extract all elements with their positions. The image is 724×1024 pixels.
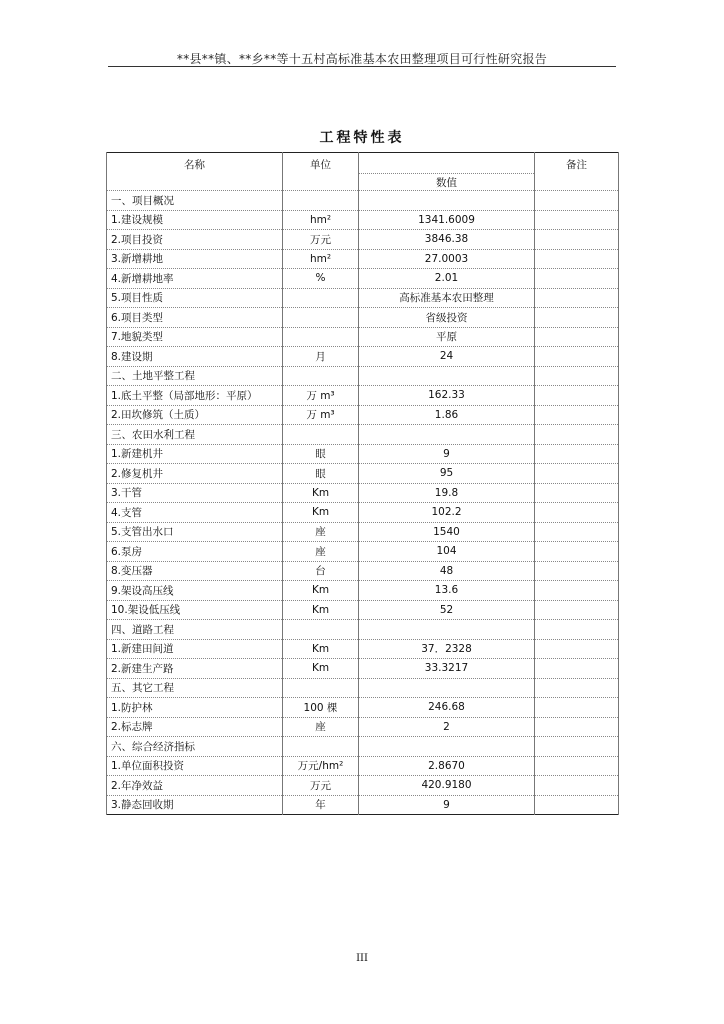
- row-note: [535, 503, 619, 523]
- row-unit: 年: [283, 795, 359, 815]
- row-value: [359, 366, 535, 386]
- row-note: [535, 600, 619, 620]
- row-unit: [283, 620, 359, 640]
- section-row: [107, 366, 619, 386]
- row-name: 一、项目概况: [107, 191, 283, 211]
- row-unit: 座: [283, 717, 359, 737]
- table-row: [107, 386, 619, 406]
- row-unit: Km: [283, 600, 359, 620]
- row-unit: 眼: [283, 464, 359, 484]
- table-row: [107, 717, 619, 737]
- table-header-row: [107, 153, 619, 174]
- row-value: 48: [359, 561, 535, 581]
- row-value: 9: [359, 795, 535, 815]
- row-note: [535, 210, 619, 230]
- row-note: [535, 542, 619, 562]
- row-unit: hm²: [283, 249, 359, 269]
- row-name: 2.田坎修筑（土质）: [107, 405, 283, 425]
- row-note: [535, 288, 619, 308]
- row-value: 13.6: [359, 581, 535, 601]
- row-note: [535, 425, 619, 445]
- row-note: [535, 659, 619, 679]
- table-row: [107, 308, 619, 328]
- row-name: 6.项目类型: [107, 308, 283, 328]
- row-name: 3.干管: [107, 483, 283, 503]
- row-note: [535, 795, 619, 815]
- row-note: [535, 581, 619, 601]
- row-unit: %: [283, 269, 359, 289]
- row-note: [535, 386, 619, 406]
- row-name: 1.防护林: [107, 698, 283, 718]
- row-unit: [283, 737, 359, 757]
- row-note: [535, 561, 619, 581]
- row-note: [535, 191, 619, 211]
- header-value: 数值: [359, 174, 535, 191]
- row-name: 5.项目性质: [107, 288, 283, 308]
- table-title: 工程特性表: [319, 130, 405, 146]
- row-value: 246.68: [359, 698, 535, 718]
- section-row: [107, 191, 619, 211]
- table-row: [107, 210, 619, 230]
- row-value: 24: [359, 347, 535, 367]
- row-name: 8.变压器: [107, 561, 283, 581]
- table-row: [107, 347, 619, 367]
- table-row: [107, 464, 619, 484]
- row-unit: Km: [283, 503, 359, 523]
- row-note: [535, 269, 619, 289]
- row-value: 52: [359, 600, 535, 620]
- row-note: [535, 776, 619, 796]
- table-row: [107, 269, 619, 289]
- row-value: 27.0003: [359, 249, 535, 269]
- row-value: 1.86: [359, 405, 535, 425]
- row-note: [535, 522, 619, 542]
- row-note: [535, 756, 619, 776]
- row-note: [535, 737, 619, 757]
- row-note: [535, 230, 619, 250]
- row-unit: Km: [283, 659, 359, 679]
- row-name: 3.静态回收期: [107, 795, 283, 815]
- header-name: 名称: [107, 153, 283, 191]
- row-note: [535, 249, 619, 269]
- row-value: [359, 425, 535, 445]
- row-unit: [283, 191, 359, 211]
- row-unit: [283, 308, 359, 328]
- row-value: 19.8: [359, 483, 535, 503]
- row-name: 5.支管出水口: [107, 522, 283, 542]
- section-row: [107, 425, 619, 445]
- row-unit: Km: [283, 581, 359, 601]
- row-unit: hm²: [283, 210, 359, 230]
- engineering-spec-table: [106, 152, 619, 815]
- section-row: [107, 678, 619, 698]
- row-unit: [283, 327, 359, 347]
- row-unit: 万元: [283, 776, 359, 796]
- row-unit: 万 m³: [283, 405, 359, 425]
- row-unit: [283, 366, 359, 386]
- row-value: 3846.38: [359, 230, 535, 250]
- table-row: [107, 483, 619, 503]
- table-row: [107, 659, 619, 679]
- row-value: [359, 620, 535, 640]
- row-unit: 台: [283, 561, 359, 581]
- row-name: 2.修复机井: [107, 464, 283, 484]
- row-name: 9.架设高压线: [107, 581, 283, 601]
- row-name: 2.年净效益: [107, 776, 283, 796]
- row-unit: 万 m³: [283, 386, 359, 406]
- row-value: 102.2: [359, 503, 535, 523]
- row-unit: 月: [283, 347, 359, 367]
- table-row: [107, 405, 619, 425]
- row-name: 2.项目投资: [107, 230, 283, 250]
- row-name: 8.建设期: [107, 347, 283, 367]
- table-row: [107, 756, 619, 776]
- row-name: 二、土地平整工程: [107, 366, 283, 386]
- row-note: [535, 405, 619, 425]
- row-note: [535, 366, 619, 386]
- row-note: [535, 347, 619, 367]
- row-unit: [283, 678, 359, 698]
- row-value: 2.8670: [359, 756, 535, 776]
- row-value: 162.33: [359, 386, 535, 406]
- row-note: [535, 717, 619, 737]
- row-unit: Km: [283, 483, 359, 503]
- table-row: [107, 327, 619, 347]
- row-unit: [283, 425, 359, 445]
- row-note: [535, 327, 619, 347]
- section-row: [107, 737, 619, 757]
- row-name: 2.标志牌: [107, 717, 283, 737]
- row-name: 1.新建机井: [107, 444, 283, 464]
- row-unit: Km: [283, 639, 359, 659]
- row-value: 平原: [359, 327, 535, 347]
- header-unit: 单位: [283, 153, 359, 191]
- row-name: 三、农田水利工程: [107, 425, 283, 445]
- header-rule: [108, 66, 616, 67]
- row-value: 省级投资: [359, 308, 535, 328]
- row-unit: 万元/hm²: [283, 756, 359, 776]
- row-note: [535, 639, 619, 659]
- row-name: 四、道路工程: [107, 620, 283, 640]
- table-row: [107, 522, 619, 542]
- row-note: [535, 444, 619, 464]
- row-unit: [283, 288, 359, 308]
- table-row: [107, 503, 619, 523]
- row-value: 37．2328: [359, 639, 535, 659]
- row-name: 3.新增耕地: [107, 249, 283, 269]
- table-row: [107, 581, 619, 601]
- section-row: [107, 620, 619, 640]
- row-name: 1.新建田间道: [107, 639, 283, 659]
- row-value: 2.01: [359, 269, 535, 289]
- table-row: [107, 639, 619, 659]
- row-unit: 座: [283, 542, 359, 562]
- page-number: III: [356, 953, 368, 964]
- row-name: 1.单位面积投资: [107, 756, 283, 776]
- table-row: [107, 444, 619, 464]
- table-row: [107, 795, 619, 815]
- row-unit: 座: [283, 522, 359, 542]
- table-row: [107, 230, 619, 250]
- row-value: [359, 737, 535, 757]
- row-name: 4.支管: [107, 503, 283, 523]
- table-row: [107, 561, 619, 581]
- table-row: [107, 249, 619, 269]
- row-name: 10.架设低压线: [107, 600, 283, 620]
- row-name: 2.新建生产路: [107, 659, 283, 679]
- row-value: [359, 678, 535, 698]
- row-name: 6.泵房: [107, 542, 283, 562]
- table-row: [107, 698, 619, 718]
- row-unit: 万元: [283, 230, 359, 250]
- header-note: 备注: [535, 153, 619, 191]
- row-value: [359, 191, 535, 211]
- row-note: [535, 698, 619, 718]
- row-note: [535, 620, 619, 640]
- row-name: 六、综合经济指标: [107, 737, 283, 757]
- row-note: [535, 308, 619, 328]
- row-value: 95: [359, 464, 535, 484]
- row-value: 104: [359, 542, 535, 562]
- header-value-top: [359, 153, 535, 174]
- table-row: [107, 776, 619, 796]
- row-name: 7.地貌类型: [107, 327, 283, 347]
- row-name: 五、其它工程: [107, 678, 283, 698]
- row-note: [535, 483, 619, 503]
- row-note: [535, 464, 619, 484]
- running-header: **县**镇、**乡**等十五村高标准基本农田整理项目可行性研究报告: [176, 52, 548, 66]
- table-row: [107, 542, 619, 562]
- row-value: 33.3217: [359, 659, 535, 679]
- row-value: 420.9180: [359, 776, 535, 796]
- row-note: [535, 678, 619, 698]
- row-name: 1.建设规模: [107, 210, 283, 230]
- row-name: 1.底土平整（局部地形：平原）: [107, 386, 283, 406]
- row-value: 1540: [359, 522, 535, 542]
- row-name: 4.新增耕地率: [107, 269, 283, 289]
- table-row: [107, 600, 619, 620]
- row-value: 2: [359, 717, 535, 737]
- row-value: 高标准基本农田整理: [359, 288, 535, 308]
- table-row: [107, 288, 619, 308]
- row-value: 9: [359, 444, 535, 464]
- row-value: 1341.6009: [359, 210, 535, 230]
- row-unit: 100 棵: [283, 698, 359, 718]
- row-unit: 眼: [283, 444, 359, 464]
